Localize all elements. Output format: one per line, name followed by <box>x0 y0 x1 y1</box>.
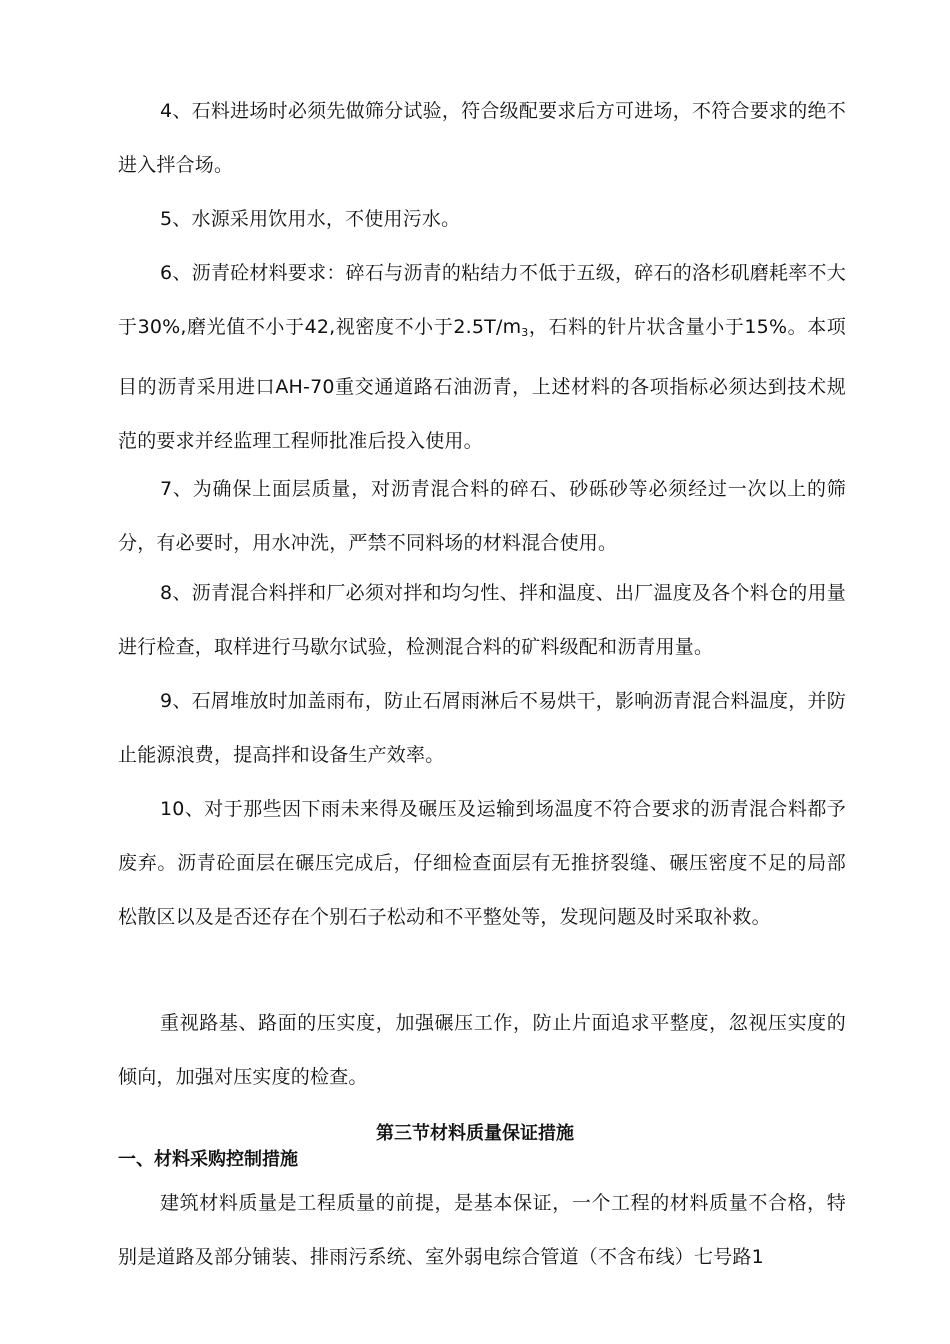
paragraph-compaction: 重视路基、路面的压实度，加强碾压工作，防止片面追求平整度，忽视压实度的倾向，加强对压实度的检查。 <box>118 1012 846 1088</box>
paragraph-item-7: 7、为确保上面层质量，对沥青混合料的碎石、砂砾砂等必须经过一次以上的筛分，有必要时，用水冲洗，严禁不同料场的材料混合使用。 <box>118 478 846 554</box>
paragraph-item-4: 4、石料进场时必须先做筛分试验，符合级配要求后方可进场，不符合要求的绝不进入拌合场。 <box>118 100 846 176</box>
paragraph-item-10: 10、对于那些因下雨未来得及碾压及运输到场温度不符合要求的沥青混合料都予废弃。沥青砼面层在碾压完成后，仔细检查面层有无推挤裂缝、碾压密度不足的局部松散区以及是否还存在个别石子松动和不平整处等，发现问题及时采取补救。 <box>118 798 846 928</box>
paragraph-item-5: 5、水源采用饮用水，不使用污水。 <box>160 208 461 230</box>
section-title: 第三节材料质量保证措施 <box>376 1123 574 1144</box>
paragraph-materials-intro: 建筑材料质量是工程质量的前提，是基本保证，一个工程的材料质量不合格，特别是道路及部分铺装、排雨污系统、室外弱电综合管道（不含布线）七号路1 <box>118 1192 846 1268</box>
paragraph-item-6 <box>118 246 846 468</box>
subscript-3: 3 <box>521 326 529 339</box>
paragraph-item-6-text-a: 6、沥青砼材料要求：碎石与沥青的粘结力不低于五级，碎石的洛杉矶磨耗率不大于30%,磨光值不小于42,视密度不小于2.5T/m <box>118 262 846 338</box>
subsection-heading: 一、材料采购控制措施 <box>118 1149 298 1170</box>
paragraph-item-8: 8、沥青混合料拌和厂必须对拌和均匀性、拌和温度、出厂温度及各个料仓的用量进行检查，取样进行马歇尔试验，检测混合料的矿料级配和沥青用量。 <box>118 582 846 658</box>
paragraph-item-6-text-b: ，石料的针片状含量小于15%。本项目的沥青采用进口AH-70重交通道路石油沥青，上述材料的各项指标必须达到技术规范的要求并经监理工程师批准后投入使用。 <box>118 316 846 452</box>
paragraph-item-9: 9、石屑堆放时加盖雨布，防止石屑雨淋后不易烘干，影响沥青混合料温度，并防止能源浪费，提高拌和设备生产效率。 <box>118 690 846 766</box>
